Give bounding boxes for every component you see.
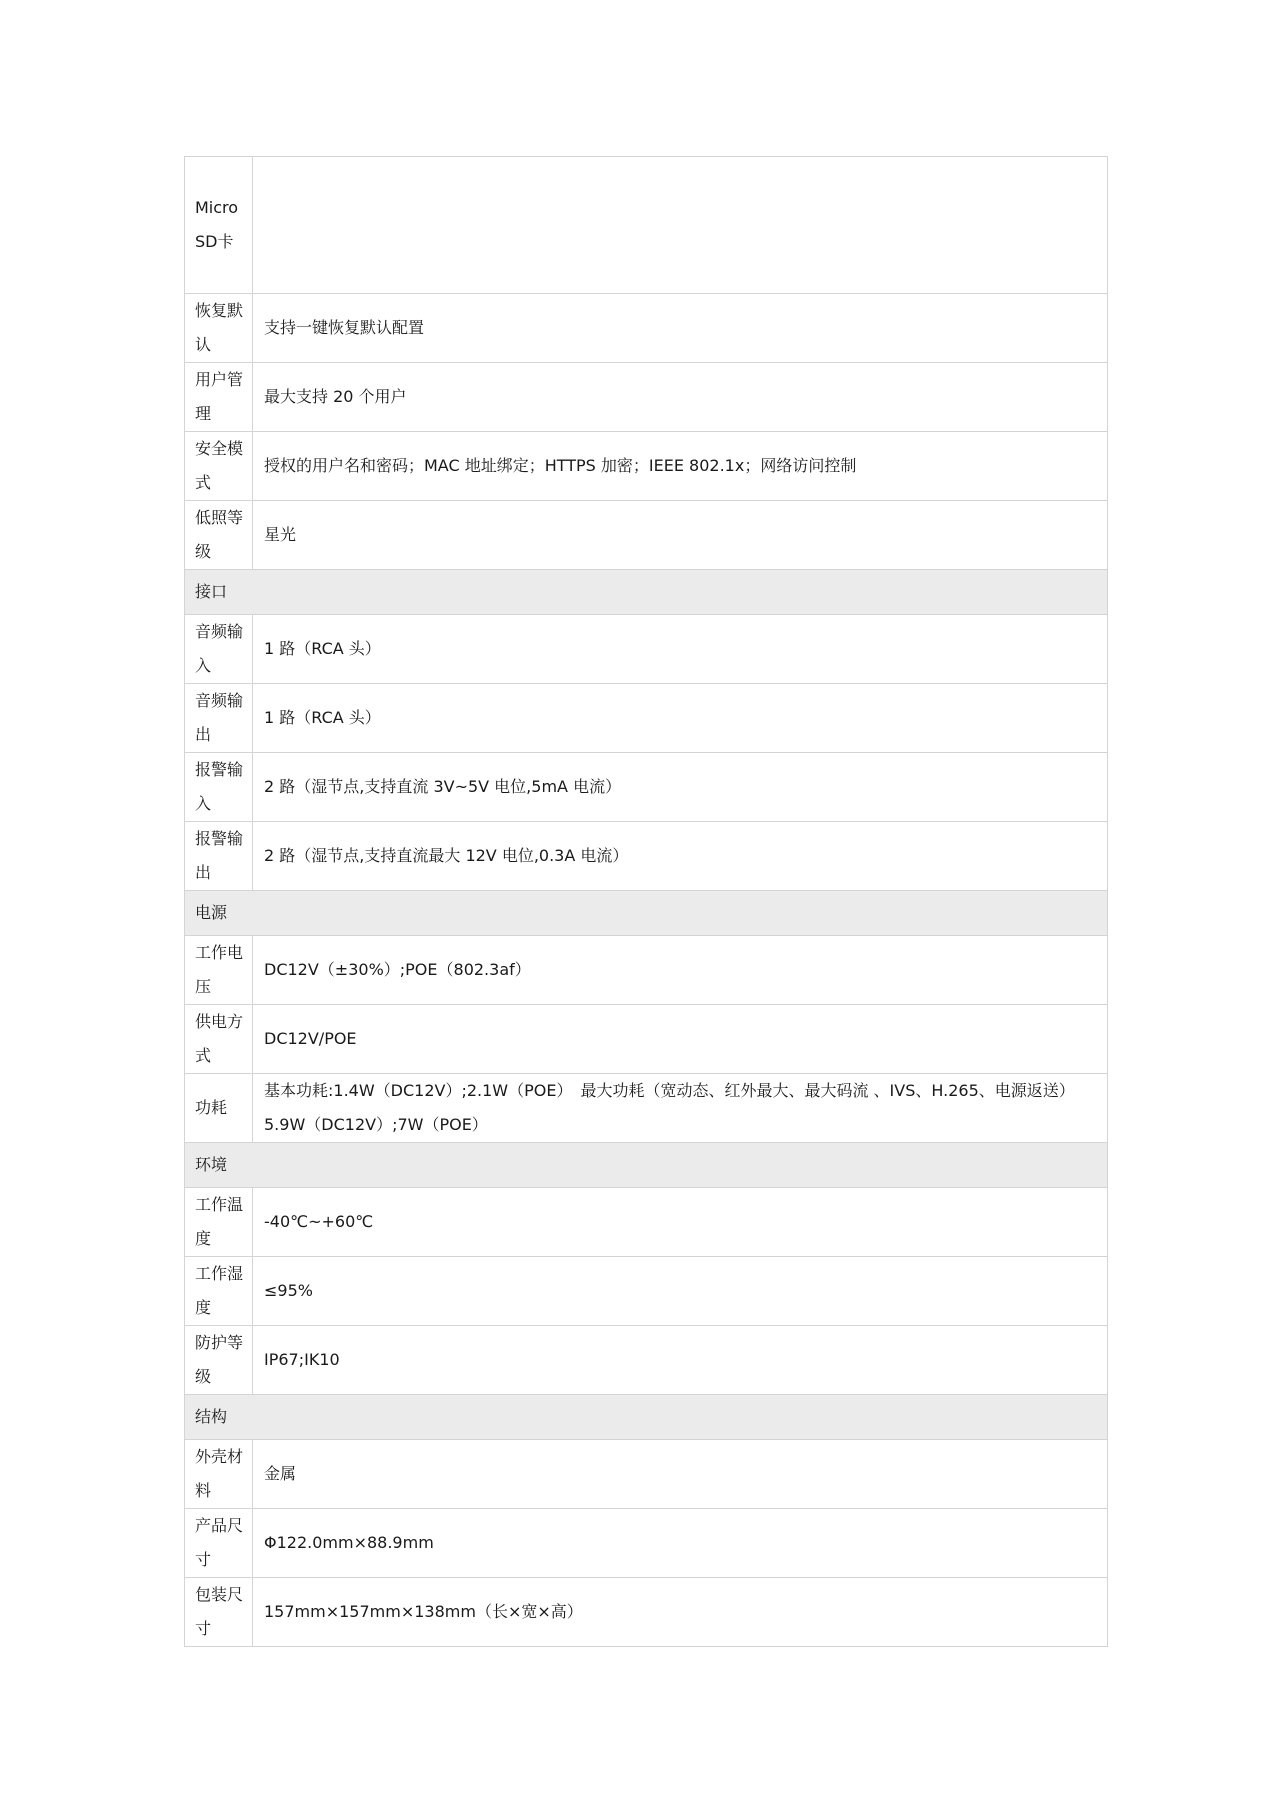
spec-label: 安全模式: [185, 432, 253, 501]
spec-label: 报警输出: [185, 822, 253, 891]
spec-label: 恢复默认: [185, 294, 253, 363]
table-row: [185, 1005, 1108, 1074]
spec-label: 功耗: [185, 1074, 253, 1143]
table-row: [185, 1326, 1108, 1395]
spec-value: -40℃~+60℃: [253, 1188, 1108, 1257]
spec-label: 用户管理: [185, 363, 253, 432]
table-row: [185, 432, 1108, 501]
spec-value: 授权的用户名和密码；MAC 地址绑定；HTTPS 加密；IEEE 802.1x；网络访问控制: [253, 432, 1108, 501]
table-row: [185, 1074, 1108, 1143]
spec-value: [253, 157, 1108, 294]
spec-label: 供电方式: [185, 1005, 253, 1074]
spec-value: IP67;IK10: [253, 1326, 1108, 1395]
table-row: [185, 1440, 1108, 1509]
spec-value: 2 路（湿节点,支持直流最大 12V 电位,0.3A 电流）: [253, 822, 1108, 891]
spec-label: 低照等级: [185, 501, 253, 570]
spec-label: 音频输入: [185, 615, 253, 684]
table-row: [185, 501, 1108, 570]
spec-value: 基本功耗:1.4W（DC12V）;2.1W（POE） 最大功耗（宽动态、红外最大、最大码流 、IVS、H.265、电源返送）5.9W（DC12V）;7W（POE）: [253, 1074, 1108, 1143]
spec-value: 1 路（RCA 头）: [253, 684, 1108, 753]
spec-value: DC12V（±30%）;POE（802.3af）: [253, 936, 1108, 1005]
section-title: 接口: [185, 570, 1108, 615]
table-row: [185, 294, 1108, 363]
section-title: 环境: [185, 1143, 1108, 1188]
spec-label: 报警输入: [185, 753, 253, 822]
spec-value: ≤95%: [253, 1257, 1108, 1326]
spec-label: 工作电压: [185, 936, 253, 1005]
spec-label: 音频输出: [185, 684, 253, 753]
table-row: [185, 1509, 1108, 1578]
table-row: [185, 615, 1108, 684]
table-row: [185, 684, 1108, 753]
spec-label: 包装尺寸: [185, 1578, 253, 1647]
spec-value: Φ122.0mm×88.9mm: [253, 1509, 1108, 1578]
spec-value: 金属: [253, 1440, 1108, 1509]
spec-value: 支持一键恢复默认配置: [253, 294, 1108, 363]
table-row: [185, 822, 1108, 891]
table-row: [185, 157, 1108, 294]
table-row: [185, 936, 1108, 1005]
table-row: [185, 753, 1108, 822]
spec-label: 外壳材料: [185, 1440, 253, 1509]
spec-value: 星光: [253, 501, 1108, 570]
table-row: [185, 363, 1108, 432]
section-header-row: [185, 1143, 1108, 1188]
section-title: 结构: [185, 1395, 1108, 1440]
spec-label: 工作湿度: [185, 1257, 253, 1326]
spec-label: Micro SD卡: [185, 157, 253, 294]
spec-value: DC12V/POE: [253, 1005, 1108, 1074]
spec-table: [184, 156, 1108, 1647]
spec-value: 1 路（RCA 头）: [253, 615, 1108, 684]
spec-label: 防护等级: [185, 1326, 253, 1395]
table-row: [185, 1257, 1108, 1326]
table-row: [185, 1188, 1108, 1257]
section-title: 电源: [185, 891, 1108, 936]
spec-value: 最大支持 20 个用户: [253, 363, 1108, 432]
spec-value: 2 路（湿节点,支持直流 3V~5V 电位,5mA 电流）: [253, 753, 1108, 822]
section-header-row: [185, 570, 1108, 615]
spec-label: 产品尺寸: [185, 1509, 253, 1578]
spec-label: 工作温度: [185, 1188, 253, 1257]
spec-value: 157mm×157mm×138mm（长×宽×高）: [253, 1578, 1108, 1647]
section-header-row: [185, 891, 1108, 936]
table-row: [185, 1578, 1108, 1647]
section-header-row: [185, 1395, 1108, 1440]
